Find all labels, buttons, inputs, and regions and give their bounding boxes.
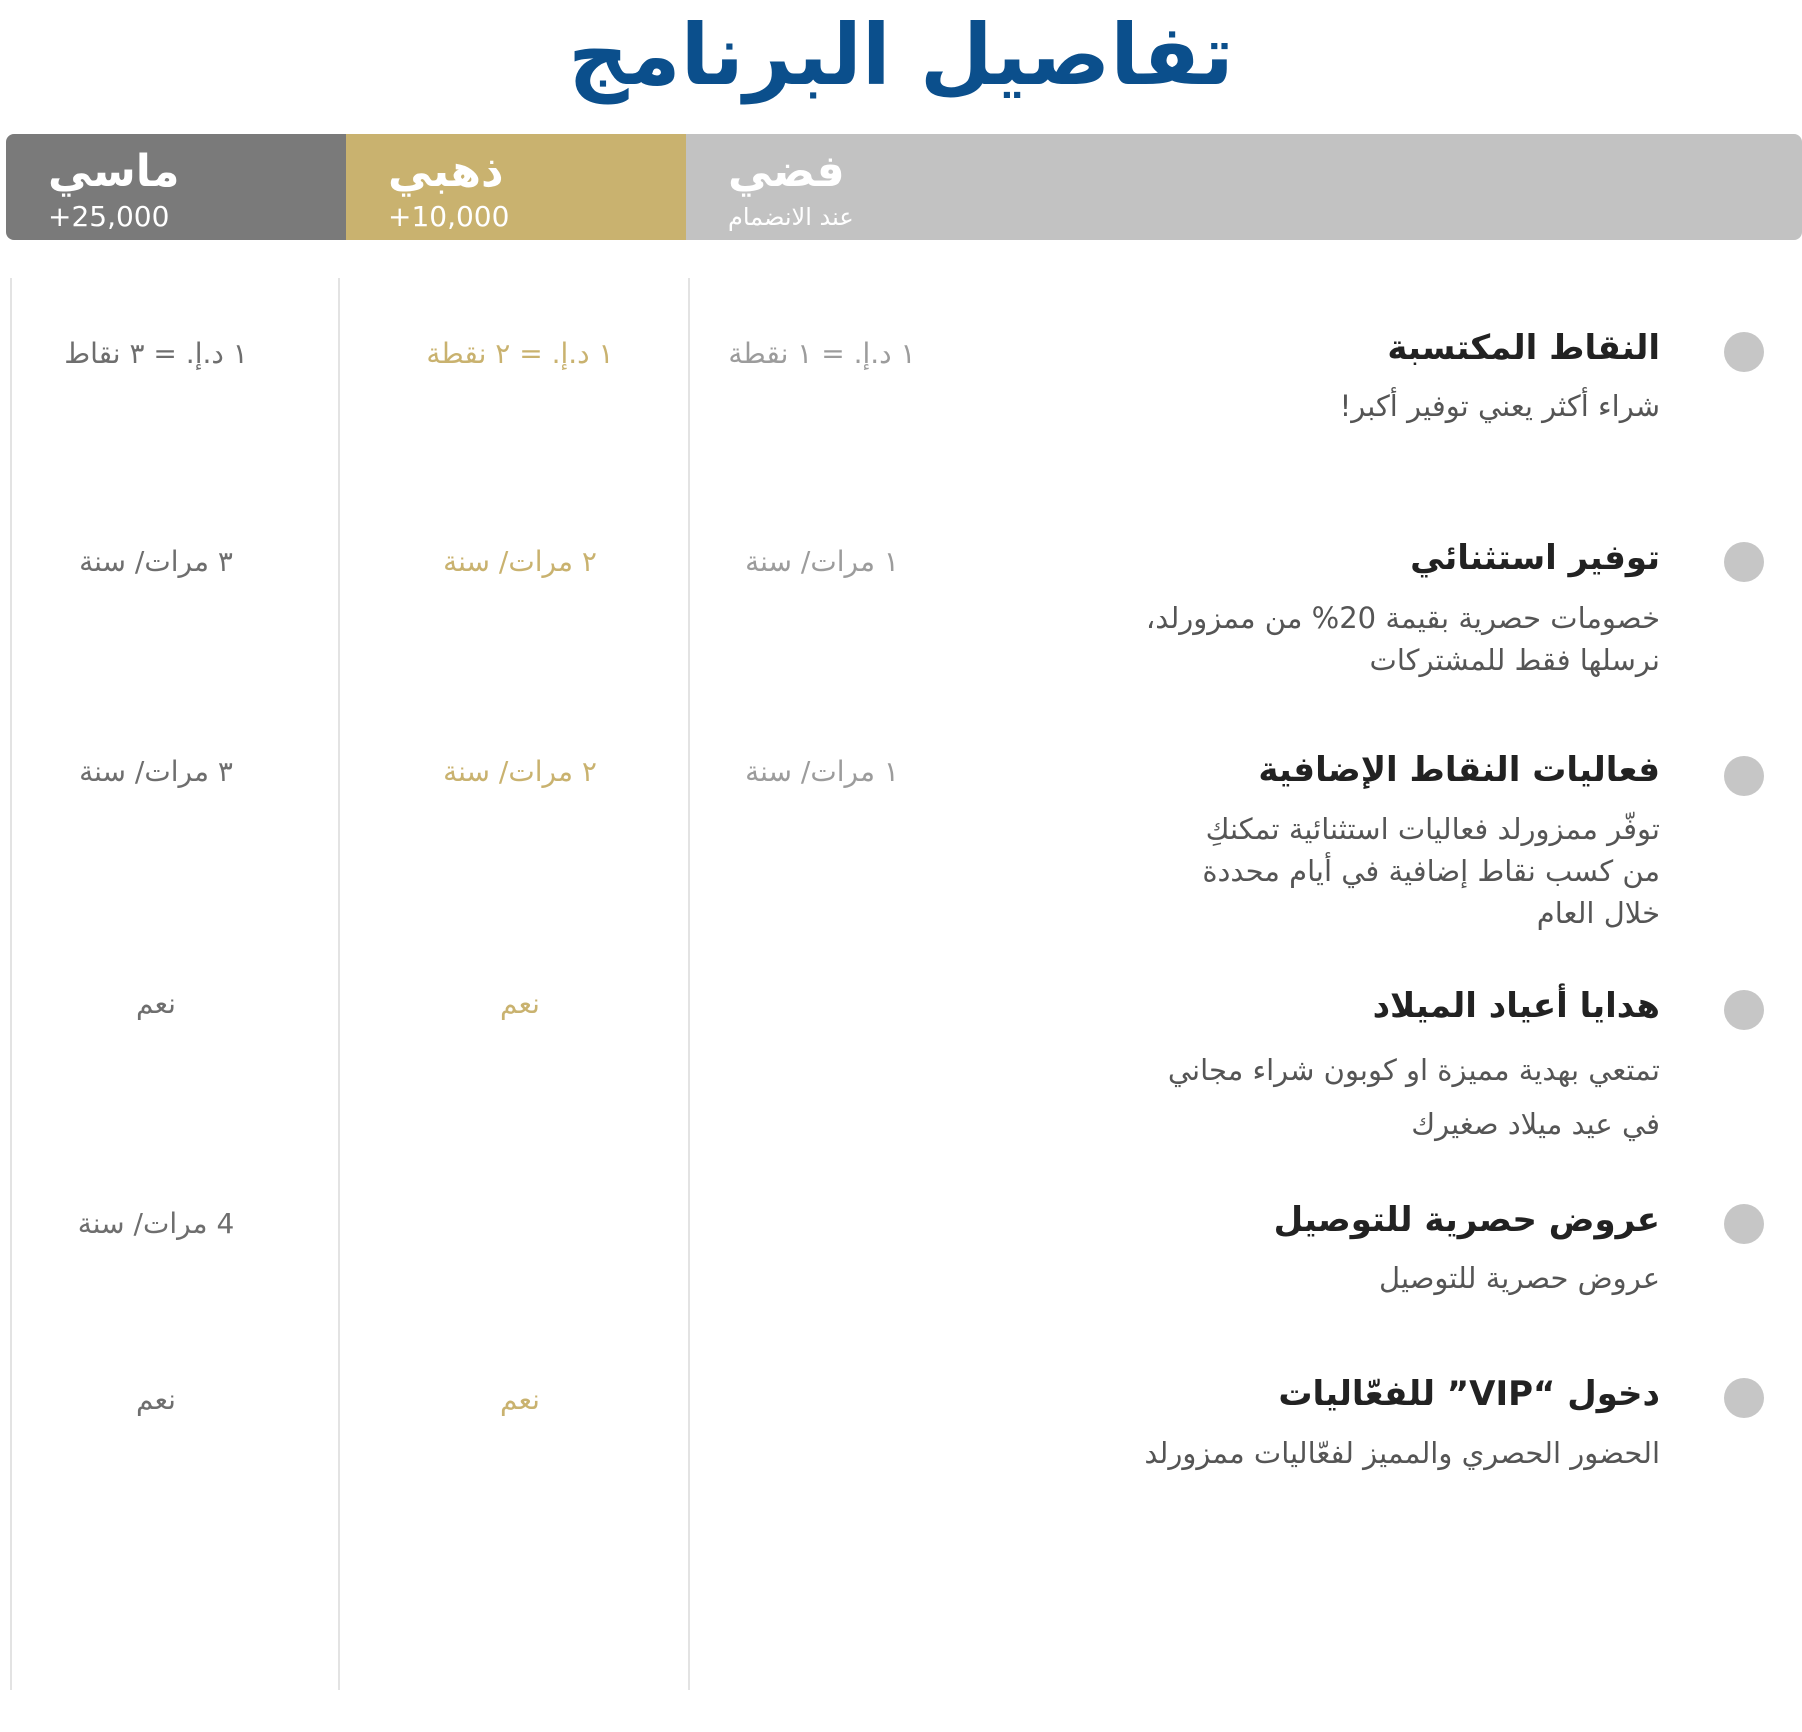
silver-value: ١ مرات/ سنة: [745, 545, 899, 578]
feature-description: عروض حصرية للتوصيل: [1378, 1261, 1660, 1295]
tier-name-silver: فضي: [728, 146, 845, 197]
gold-value: ٢ مرات/ سنة: [443, 545, 597, 578]
feature-bullet-icon: [1724, 542, 1764, 582]
feature-title: توفير استثنائي: [1410, 538, 1660, 578]
gold-value: ١ د.إ. = ٢ نقطة: [426, 337, 614, 370]
diamond-value: ١ د.إ. = ٣ نقاط: [64, 337, 248, 370]
column-divider: [338, 278, 340, 1690]
feature-title: دخول “VIP” للفعّاليات: [1278, 1374, 1660, 1414]
feature-description: توفّر ممزورلد فعاليات استثنائية تمكنكِ من كسب نقاط إضافية في أيام محددة خلال العام: [1202, 812, 1660, 930]
feature-title: عروض حصرية للتوصيل: [1273, 1200, 1660, 1240]
diamond-value: 4 مرات/ سنة: [77, 1207, 235, 1240]
feature-description: شراء أكثر يعني توفير أكبر!: [1339, 389, 1660, 423]
feature-description: خصومات حصرية بقيمة 20% من ممزورلد، نرسلها فقط للمشتركات: [1145, 601, 1660, 677]
feature-title: النقاط المكتسبة: [1387, 328, 1660, 368]
diamond-value: نعم: [136, 987, 176, 1020]
diamond-value: ٣ مرات/ سنة: [79, 545, 233, 578]
gold-value: نعم: [500, 1383, 540, 1416]
feature-title: هدايا أعياد الميلاد: [1372, 986, 1660, 1026]
feature-bullet-icon: [1724, 756, 1764, 796]
feature-bullet-icon: [1724, 332, 1764, 372]
column-divider: [688, 278, 690, 1690]
tier-header-diamond: [6, 134, 350, 240]
diamond-value: نعم: [136, 1383, 176, 1416]
tier-name-gold: ذهبي: [388, 146, 504, 197]
feature-bullet-icon: [1724, 1204, 1764, 1244]
gold-value: نعم: [500, 987, 540, 1020]
silver-value: ١ مرات/ سنة: [745, 755, 899, 788]
tier-threshold-gold: +10,000: [388, 200, 510, 233]
feature-description: الحضور الحصري والمميز لفعّاليات ممزورلد: [1144, 1436, 1660, 1470]
feature-bullet-icon: [1724, 1378, 1764, 1418]
feature-description: تمتعي بهدية مميزة او كوبون شراء مجاني في عيد ميلاد صغيرك: [1167, 1053, 1660, 1141]
feature-title: فعاليات النقاط الإضافية: [1258, 750, 1660, 790]
tier-name-diamond: ماسي: [48, 146, 180, 197]
tier-header-gold: [346, 134, 690, 240]
page-title: تفاصيل البرنامج: [568, 6, 1234, 104]
tier-header-silver: [686, 134, 1802, 240]
tier-threshold-silver: عند الانضمام: [728, 203, 854, 231]
diamond-value: ٣ مرات/ سنة: [79, 755, 233, 788]
gold-value: ٢ مرات/ سنة: [443, 755, 597, 788]
tier-threshold-diamond: +25,000: [48, 200, 170, 233]
feature-bullet-icon: [1724, 990, 1764, 1030]
silver-value: ١ د.إ. = ١ نقطة: [728, 337, 916, 370]
